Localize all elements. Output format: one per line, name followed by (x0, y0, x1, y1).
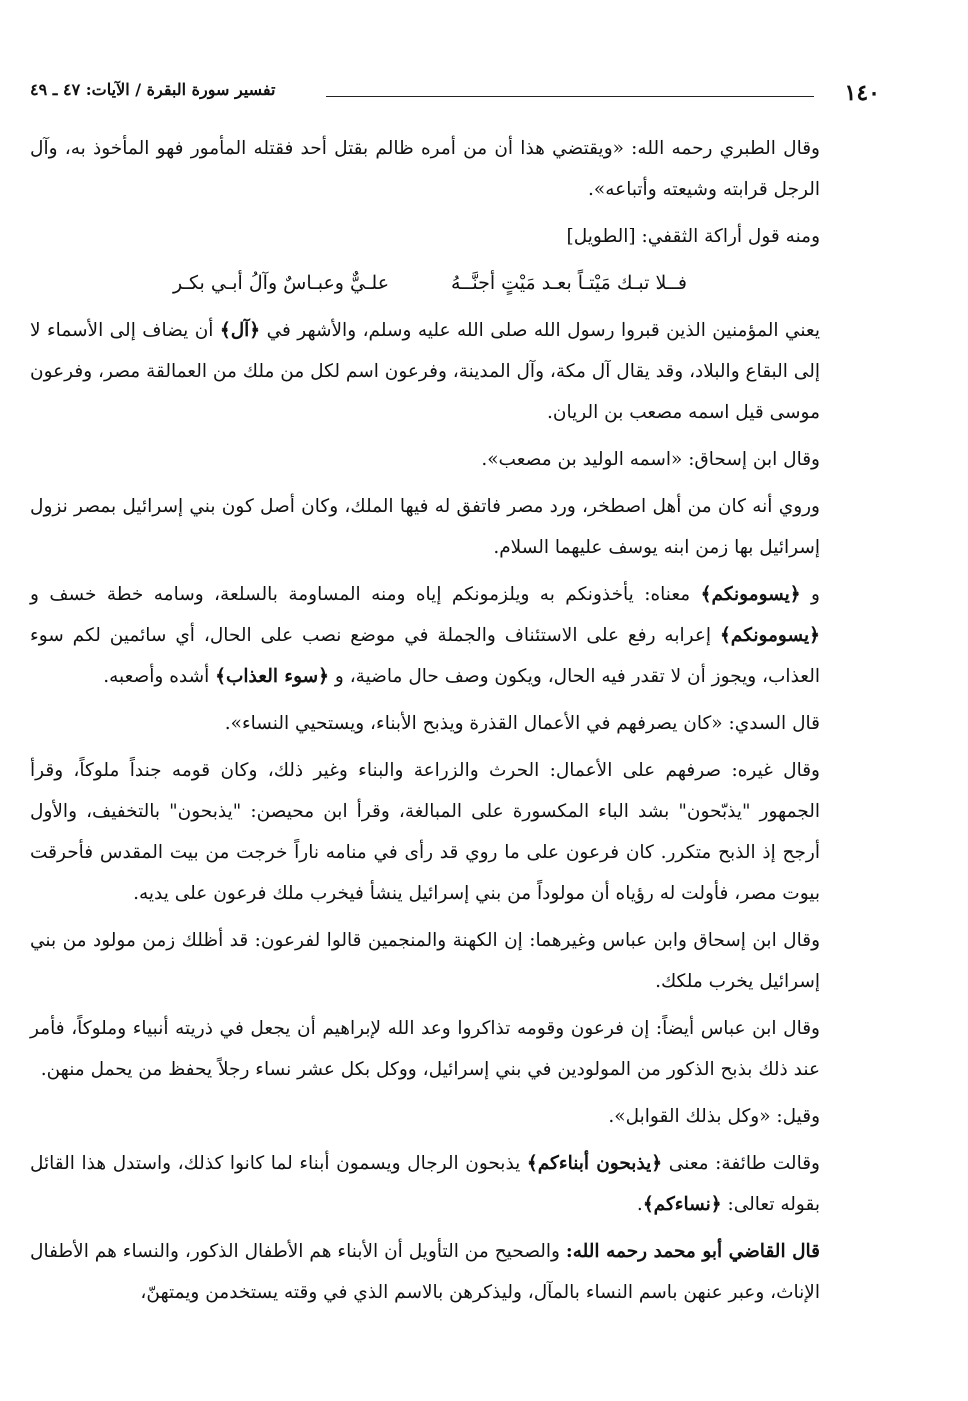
paragraph-poem-intro: ومنه قول أراكة الثقفي: [الطويل] (566, 226, 820, 247)
quran-term: ﴿يذبحون أبناءكم﴾ (526, 1153, 663, 1174)
text-run: . (636, 1194, 643, 1215)
paragraph-group-view (30, 1143, 870, 1225)
poem-second-hemistich: علـيٌّ وعبـاسٌ وآلُ أبـي بكـر (172, 272, 390, 294)
body-text (30, 128, 870, 1319)
paragraph-qadi (30, 1231, 870, 1313)
text-run: يعني المؤمنين الذين قبروا رسول الله صلى الله عليه وسلم، والأشهر في (260, 320, 820, 341)
paragraph-ibn-abbas: وقال ابن عباس أيضاً: إن فرعون وقومه تذاكروا وعد الله لإبراهيم أن يجعل في ذريته أنبياء وملوكاً، فأمر عند ذلك بذبح الذكور من المولودين في بني إسرائيل، ووكل بكل عشر نساء رجلاً يحفظ من يحمل منهن. (30, 1018, 820, 1080)
poem-verse (30, 263, 870, 304)
paragraph-istakhr: وروي أنه كان من أهل اصطخر، ورد مصر فاتفق له فيها الملك، وكان أصل كون بني إسرائيل بمصر نزول إسرائيل بها زمن ابنه يوسف عليهما السلام. (30, 496, 820, 558)
quran-term: ﴿آل﴾ (219, 320, 261, 341)
quran-term: ﴿يسومونكم﴾ (719, 625, 820, 646)
author-lead: قال القاضي أبو محمد رحمه الله: (565, 1241, 821, 1262)
text-run: إعرابه رفع على الاستئناف والجملة في موضع نصب على الحال، أي سائمين لكم سوء العذاب، ويجوز أن لا تقدر فيه الحال، ويكون وصف حال ماضية، و (30, 625, 820, 687)
paragraph-al-meaning (30, 310, 870, 433)
paragraph-suddi: قال السدي: «كان يصرفهم في الأعمال القذرة ويذبح الأبناء، ويستحيي النساء». (224, 713, 820, 734)
text-run: معناه: يأخذونكم به ويلزمونكم إياه ومنه المساومة بالسلعة، وسامه خطة خسف و (30, 584, 701, 605)
quran-term: ﴿يسومونكم﴾ (700, 584, 801, 605)
text-run: أن يضاف إلى الأسماء لا إلى البقاع والبلاد، وقد يقال آل مكة، وآل المدينة، وفرعون اسم لكل من ملك من العمالقة مصر، وفرعون موسى قيل اسمه مصعب بن الريان. (30, 320, 820, 423)
text-run: أشده وأصعبه. (103, 666, 216, 687)
poem-first-hemistich: فــلا تبـك مَيْتـاً بعـد مَيْتٍ أجنَّــهُ (451, 272, 688, 294)
text-run: وقالت طائفة: معنى (662, 1153, 820, 1174)
paragraph-midwives: وقيل: «وكل بذلك القوابل». (608, 1106, 820, 1127)
paragraph-others: وقال غيره: صرفهم على الأعمال: الحرث والزراعة والبناء وغير ذلك، وكان قومه جنداً ملوكاً، وقرأ الجمهور "يذبّحون" بشد الباء المكسورة على المبالغة، وقرأ ابن محيصن: "يذبحون" بالتخفيف، والأول أرجح إذ الذبح متكرر. كان فرعون على ما روي قد رأى في منامه ناراً خرجت من بيت المقدس فأحرقت بيوت مصر، فأولت له رؤياه أن مولوداً من بني إسرائيل ينشأ فيخرب ملك فرعون على يديه. (30, 760, 820, 904)
text-run: يذبحون الرجال ويسمون أبناء لما كانوا كذلك، واستدل هذا القائل بقوله تعالى: (30, 1153, 820, 1215)
header-rule (326, 96, 814, 97)
text-run: و (800, 584, 820, 605)
paragraph-priests: وقال ابن إسحاق وابن عباس وغيرهما: إن الكهنة والمنجمين قالوا لفرعون: قد أظلك زمن مولود من بني إسرائيل يخرب ملكك. (30, 930, 820, 992)
paragraph-yasumunakum (30, 574, 870, 697)
running-title: تفسير سورة البقرة / الآيات: ٤٧ ـ ٤٩ (30, 80, 276, 99)
page-number: ١٤٠ (844, 80, 880, 106)
quran-term: ﴿نساءكم﴾ (642, 1194, 722, 1215)
paragraph-tabari: وقال الطبري رحمه الله: «ويقتضي هذا أن من أمره ظالم بقتل أحد فقتله المأمور فهو المأخوذ به، وآل الرجل قرابته وشيعته وأتباعه». (30, 138, 820, 200)
page-header (30, 72, 880, 106)
quran-term: ﴿سوء العذاب﴾ (215, 666, 330, 687)
text-run: والصحيح من التأويل أن الأبناء هم الأطفال الذكور، والنساء هم الأطفال الإناث، وعبر عنهن باسم النساء بالمآل، وليذكرهن بالاسم الذي في وقته يستخدمن ويمتهنّ، (30, 1241, 820, 1303)
paragraph-ibn-ishaq: وقال ابن إسحاق: «اسمه الوليد بن مصعب». (481, 449, 820, 470)
